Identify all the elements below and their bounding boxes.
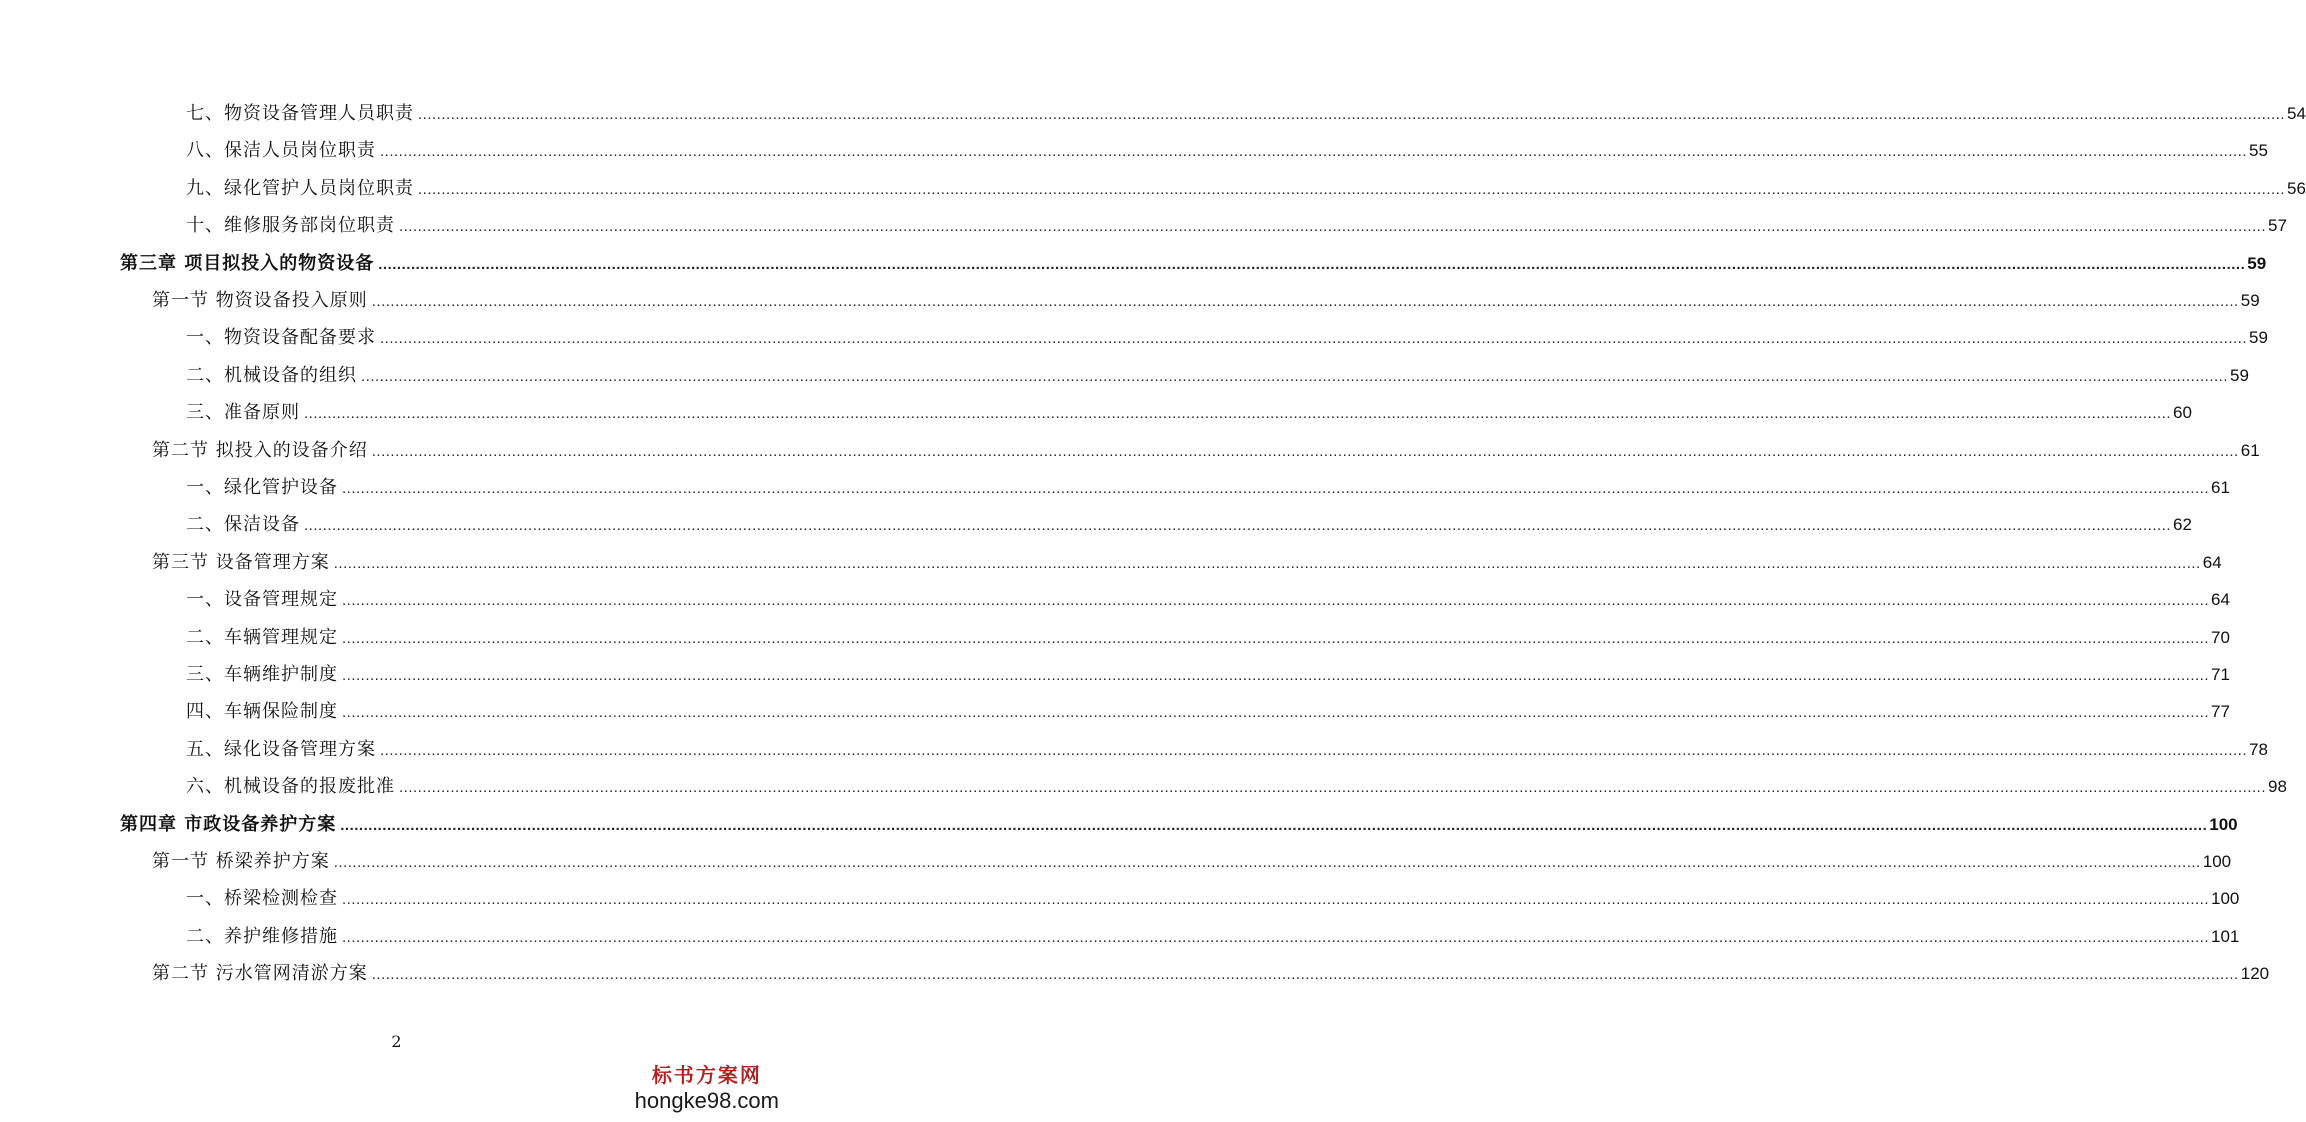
toc-item-row[interactable] <box>186 212 2287 240</box>
toc-leader-dots: ................................................................................................................................................................................................................................................................................................................................................................................................................ <box>371 966 2239 984</box>
toc-entry-label: 二、车辆管理规定 <box>186 626 338 648</box>
toc-page-number: 57 <box>2268 216 2287 236</box>
toc-page-number: 60 <box>2173 403 2192 423</box>
toc-leader-dots: ................................................................................................................................................................................................................................................................................................................................................................................................................ <box>340 816 2208 834</box>
toc-entry-label: 四、车辆保险制度 <box>186 701 338 723</box>
toc-leader-dots: ................................................................................................................................................................................................................................................................................................................................................................................................................ <box>342 928 2209 946</box>
toc-item-row[interactable] <box>186 885 2240 913</box>
toc-item-row[interactable] <box>186 698 2230 726</box>
toc-chapter-row[interactable] <box>120 811 2238 839</box>
toc-item-row[interactable] <box>186 624 2230 652</box>
toc-entry-label: 十、维修服务部岗位职责 <box>186 215 395 237</box>
toc-page-number: 101 <box>2211 926 2240 946</box>
toc-page-number: 120 <box>2240 964 2270 984</box>
toc-entry-label: 第一节 桥梁养护方案 <box>152 851 330 872</box>
toc-leader-dots: ................................................................................................................................................................................................................................................................................................................................................................................................................ <box>380 330 2247 348</box>
toc-page-number: 98 <box>2268 777 2287 797</box>
toc-entry-label: 二、机械设备的组织 <box>186 364 357 386</box>
toc-item-row[interactable] <box>186 399 2192 427</box>
toc-page-number: 59 <box>2249 328 2268 348</box>
toc-page-number: 59 <box>2230 365 2249 385</box>
toc-section-row[interactable] <box>152 287 2260 315</box>
toc-entry-label: 九、绿化管护人员岗位职责 <box>186 177 414 199</box>
toc-page-number: 59 <box>2247 253 2267 273</box>
toc-page-number: 64 <box>2211 590 2230 610</box>
toc-page-number: 55 <box>2249 141 2268 161</box>
watermark-url: hongke98.com <box>634 1088 779 1113</box>
toc-item-row[interactable] <box>186 175 2306 203</box>
toc-entry-label: 第三节 设备管理方案 <box>152 551 330 573</box>
toc-page-number: 56 <box>2287 178 2306 198</box>
toc-leader-dots: ................................................................................................................................................................................................................................................................................................................................................................................................................ <box>380 143 2247 161</box>
toc-leader-dots: ................................................................................................................................................................................................................................................................................................................................................................................................................ <box>342 667 2209 684</box>
toc-entry-label: 第一节 物资设备投入原则 <box>152 290 368 311</box>
toc-leader-dots: ................................................................................................................................................................................................................................................................................................................................................................................................................ <box>342 891 2209 909</box>
toc-leader-dots: ................................................................................................................................................................................................................................................................................................................................................................................................................ <box>361 367 2228 385</box>
toc-item-row[interactable] <box>186 324 2268 352</box>
toc-leader-dots: ................................................................................................................................................................................................................................................................................................................................................................................................................ <box>371 442 2239 460</box>
toc-leader-dots: ................................................................................................................................................................................................................................................................................................................................................................................................................ <box>380 741 2247 759</box>
page-number: 2 <box>391 1032 402 1051</box>
toc-section-row[interactable] <box>152 437 2260 465</box>
toc-entry-label: 第二节 污水管网清淤方案 <box>152 963 368 985</box>
toc-entry-label: 五、绿化设备管理方案 <box>186 738 376 760</box>
toc-entry-label: 八、保洁人员岗位职责 <box>186 140 376 162</box>
watermark <box>635 1059 779 1114</box>
toc-page-number: 64 <box>2202 552 2222 572</box>
toc-page-number: 54 <box>2287 104 2306 123</box>
toc-leader-dots: ................................................................................................................................................................................................................................................................................................................................................................................................................ <box>304 405 2171 423</box>
toc-leader-dots: ................................................................................................................................................................................................................................................................................................................................................................................................................ <box>399 779 2266 797</box>
toc-entry-label: 第三章 项目拟投入的物资设备 <box>120 252 375 274</box>
toc-entry-label: 三、车辆维护制度 <box>186 664 338 685</box>
toc-page-number: 100 <box>2211 889 2240 909</box>
toc-entry-label: 一、设备管理规定 <box>186 589 338 611</box>
toc-entry-label: 第四章 市政设备养护方案 <box>120 813 337 835</box>
toc-page-number: 62 <box>2173 515 2192 535</box>
toc-item-row[interactable] <box>186 661 2230 689</box>
toc-page-number: 70 <box>2211 627 2230 647</box>
toc-page-number: 77 <box>2211 702 2230 722</box>
toc-entry-label: 二、保洁设备 <box>186 514 300 536</box>
toc-entry-label: 一、绿化管护设备 <box>186 477 338 498</box>
toc-leader-dots: ................................................................................................................................................................................................................................................................................................................................................................................................................ <box>342 480 2209 497</box>
toc-entry-label: 二、养护维修措施 <box>186 925 338 947</box>
toc-leader-dots: ................................................................................................................................................................................................................................................................................................................................................................................................................ <box>378 255 2246 273</box>
toc-leader-dots: ................................................................................................................................................................................................................................................................................................................................................................................................................ <box>333 854 2201 871</box>
toc-entry-label: 第二节 拟投入的设备介绍 <box>152 439 368 461</box>
toc-leader-dots: ................................................................................................................................................................................................................................................................................................................................................................................................................ <box>399 218 2266 236</box>
toc-leader-dots: ................................................................................................................................................................................................................................................................................................................................................................................................................ <box>304 517 2171 535</box>
toc-page-number: 59 <box>2240 291 2260 310</box>
toc-leader-dots: ................................................................................................................................................................................................................................................................................................................................................................................................................ <box>418 180 2285 198</box>
toc-entry-label: 七、物资设备管理人员职责 <box>186 103 414 124</box>
toc-page-number: 100 <box>2202 852 2232 871</box>
toc-entry-label: 一、桥梁检测检查 <box>186 888 338 910</box>
toc-leader-dots: ................................................................................................................................................................................................................................................................................................................................................................................................................ <box>342 629 2209 647</box>
toc-item-row[interactable] <box>186 586 2230 614</box>
toc-page-number: 71 <box>2211 665 2230 684</box>
toc-item-row[interactable] <box>186 773 2287 801</box>
toc-entry-label: 六、机械设备的报废批准 <box>186 776 395 798</box>
toc-item-row[interactable] <box>186 362 2249 390</box>
toc-section-row[interactable] <box>152 960 2270 988</box>
toc-leader-dots: ................................................................................................................................................................................................................................................................................................................................................................................................................ <box>342 704 2209 722</box>
toc-entry-label: 三、准备原则 <box>186 402 300 424</box>
toc-page-number: 100 <box>2209 814 2238 834</box>
toc-page-number: 61 <box>2211 478 2230 497</box>
toc-item-row[interactable] <box>186 137 2268 165</box>
toc-item-row[interactable] <box>186 100 2306 128</box>
toc-leader-dots: ................................................................................................................................................................................................................................................................................................................................................................................................................ <box>333 554 2201 572</box>
toc-item-row[interactable] <box>186 511 2192 539</box>
toc-leader-dots: ................................................................................................................................................................................................................................................................................................................................................................................................................ <box>342 592 2209 610</box>
toc-page-number: 61 <box>2240 440 2260 460</box>
watermark-brand: 标书方案网 <box>651 1063 762 1087</box>
toc-item-row[interactable] <box>186 474 2230 502</box>
toc-section-row[interactable] <box>152 848 2232 876</box>
toc-section-row[interactable] <box>152 549 2222 577</box>
toc-item-row[interactable] <box>186 736 2268 764</box>
toc-entry-label: 一、物资设备配备要求 <box>186 327 376 349</box>
toc-page-number: 78 <box>2249 739 2268 759</box>
toc-leader-dots: ................................................................................................................................................................................................................................................................................................................................................................................................................ <box>371 293 2239 310</box>
toc-item-row[interactable] <box>186 923 2240 951</box>
toc-chapter-row[interactable] <box>120 250 2267 278</box>
toc-leader-dots: ................................................................................................................................................................................................................................................................................................................................................................................................................ <box>418 106 2285 123</box>
